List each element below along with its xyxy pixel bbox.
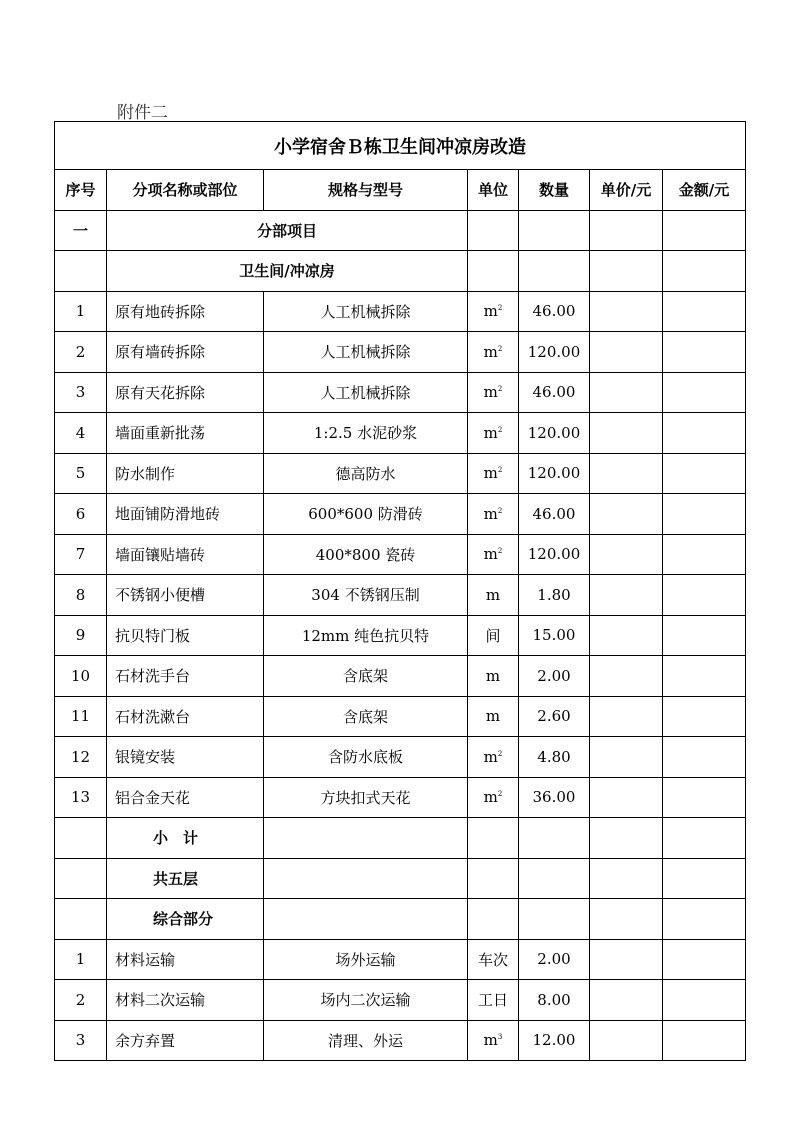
item-price: [590, 737, 663, 778]
unit-text: 工日: [477, 991, 508, 1010]
item-name: 地面铺防滑地砖: [107, 494, 264, 535]
unit-exponent: 2: [497, 506, 503, 515]
item-name: 材料运输: [107, 939, 264, 980]
subtotal-row: [55, 818, 746, 859]
item-price: [590, 332, 663, 373]
header-name: 分项名称或部位: [107, 170, 264, 211]
item-spec: 304 不锈钢压制: [264, 575, 468, 616]
item-no: 3: [55, 372, 107, 413]
item-price: [590, 413, 663, 454]
section2-label: 综合部分: [107, 899, 264, 940]
item-name: 墙面重新批荡: [107, 413, 264, 454]
item-no: 7: [55, 534, 107, 575]
item-qty: 1.80: [519, 575, 590, 616]
item-no: 4: [55, 413, 107, 454]
item-spec: 含底架: [264, 656, 468, 697]
item-price: [590, 534, 663, 575]
unit-text: m: [483, 504, 498, 523]
item-spec: 含防水底板: [264, 737, 468, 778]
item-unit: [468, 777, 519, 818]
item-no: 12: [55, 737, 107, 778]
item-spec: 12mm 纯色抗贝特: [264, 615, 468, 656]
title-row: [55, 122, 746, 170]
header-amount: 金额/元: [663, 170, 746, 211]
item-unit: [468, 453, 519, 494]
unit-exponent: 2: [497, 547, 503, 556]
item-qty: 36.00: [519, 777, 590, 818]
item-spec: 人工机械拆除: [264, 372, 468, 413]
item-spec: 400*800 瓷砖: [264, 534, 468, 575]
unit-text: m: [483, 383, 498, 402]
item-qty: 120.00: [519, 534, 590, 575]
header-spec: 规格与型号: [264, 170, 468, 211]
item-price: [590, 291, 663, 332]
item-no: 13: [55, 777, 107, 818]
item-name: 银镜安装: [107, 737, 264, 778]
header-row: [55, 170, 746, 211]
unit-exponent: 2: [497, 790, 503, 799]
unit-exponent: 2: [497, 385, 503, 394]
item-qty: 15.00: [519, 615, 590, 656]
item-no: 5: [55, 453, 107, 494]
item-qty: 120.00: [519, 453, 590, 494]
item-unit: [468, 737, 519, 778]
table-row: [55, 372, 746, 413]
unit-exponent: 2: [497, 425, 503, 434]
item-price: [590, 1020, 663, 1061]
item-amount: [663, 575, 746, 616]
item-spec: 人工机械拆除: [264, 332, 468, 373]
table-row: [55, 494, 746, 535]
item-price: [590, 575, 663, 616]
item-name: 原有墙砖拆除: [107, 332, 264, 373]
unit-text: m: [483, 464, 498, 483]
subsection-label: 卫生间/冲凉房: [107, 251, 468, 292]
item-name: 铝合金天花: [107, 777, 264, 818]
item-amount: [663, 737, 746, 778]
item-price: [590, 372, 663, 413]
table-row: [55, 1020, 746, 1061]
header-price: 单价/元: [590, 170, 663, 211]
item-qty: 120.00: [519, 332, 590, 373]
item-spec: 人工机械拆除: [264, 291, 468, 332]
unit-exponent: 2: [497, 749, 503, 758]
item-name: 防水制作: [107, 453, 264, 494]
item-spec: 600*600 防滑砖: [264, 494, 468, 535]
item-amount: [663, 980, 746, 1021]
item-amount: [663, 372, 746, 413]
item-amount: [663, 413, 746, 454]
item-amount: [663, 534, 746, 575]
item-price: [590, 615, 663, 656]
item-amount: [663, 696, 746, 737]
item-unit: [468, 939, 519, 980]
item-price: [590, 453, 663, 494]
item-price: [590, 980, 663, 1021]
item-amount: [663, 615, 746, 656]
unit-text: m: [483, 747, 498, 766]
subsection-row: [55, 251, 746, 292]
table-row: [55, 656, 746, 697]
unit-text: m: [483, 302, 498, 321]
unit-text: m: [485, 666, 501, 685]
item-no: 2: [55, 332, 107, 373]
unit-exponent: 2: [497, 304, 503, 313]
item-spec: 含底架: [264, 696, 468, 737]
unit-text: 车次: [477, 950, 508, 969]
item-unit: [468, 696, 519, 737]
floors-label: 共五层: [107, 858, 264, 899]
item-spec: 1:2.5 水泥砂浆: [264, 413, 468, 454]
unit-text: m: [483, 788, 498, 807]
item-unit: [468, 575, 519, 616]
table-row: [55, 575, 746, 616]
quotation-table: [54, 121, 746, 1061]
table-row: [55, 696, 746, 737]
item-no: 3: [55, 1020, 107, 1061]
item-no: 9: [55, 615, 107, 656]
unit-text: m: [483, 423, 498, 442]
table-row: [55, 453, 746, 494]
item-unit: [468, 656, 519, 697]
table-row: [55, 291, 746, 332]
header-no: 序号: [55, 170, 107, 211]
table-row: [55, 980, 746, 1021]
item-qty: 12.00: [519, 1020, 590, 1061]
item-unit: [468, 372, 519, 413]
subtotal-label: 小 计: [107, 818, 264, 859]
item-name: 抗贝特门板: [107, 615, 264, 656]
unit-text: m: [485, 707, 501, 726]
table-row: [55, 534, 746, 575]
item-name: 原有天花拆除: [107, 372, 264, 413]
item-qty: 2.60: [519, 696, 590, 737]
item-spec: 场内二次运输: [264, 980, 468, 1021]
section-label: 分部项目: [107, 210, 468, 251]
item-name: 石材洗漱台: [107, 696, 264, 737]
item-amount: [663, 777, 746, 818]
item-amount: [663, 291, 746, 332]
item-no: 10: [55, 656, 107, 697]
item-no: 2: [55, 980, 107, 1021]
item-name: 材料二次运输: [107, 980, 264, 1021]
item-price: [590, 939, 663, 980]
item-qty: 2.00: [519, 939, 590, 980]
item-spec: 清理、外运: [264, 1020, 468, 1061]
item-qty: 2.00: [519, 656, 590, 697]
item-name: 原有地砖拆除: [107, 291, 264, 332]
item-name: 石材洗手台: [107, 656, 264, 697]
table-row: [55, 332, 746, 373]
item-unit: [468, 615, 519, 656]
unit-exponent: 2: [497, 466, 503, 475]
unit-exponent: 2: [497, 344, 503, 353]
item-qty: 4.80: [519, 737, 590, 778]
item-unit: [468, 1020, 519, 1061]
item-qty: 46.00: [519, 494, 590, 535]
unit-text: m: [485, 585, 501, 604]
attachment-label: 附件二: [117, 103, 168, 123]
unit-text: m: [483, 545, 498, 564]
item-amount: [663, 939, 746, 980]
unit-text: m: [483, 1031, 498, 1050]
item-amount: [663, 494, 746, 535]
item-amount: [663, 332, 746, 373]
item-name: 不锈钢小便槽: [107, 575, 264, 616]
item-spec: 场外运输: [264, 939, 468, 980]
item-price: [590, 696, 663, 737]
item-amount: [663, 656, 746, 697]
item-unit: [468, 291, 519, 332]
item-no: 8: [55, 575, 107, 616]
item-no: 6: [55, 494, 107, 535]
item-qty: 120.00: [519, 413, 590, 454]
section-no: 一: [55, 210, 107, 251]
item-price: [590, 777, 663, 818]
item-qty: 46.00: [519, 291, 590, 332]
item-no: 1: [55, 291, 107, 332]
item-no: 1: [55, 939, 107, 980]
unit-exponent: 3: [497, 1033, 503, 1042]
item-name: 余方弃置: [107, 1020, 264, 1061]
item-spec: 方块扣式天花: [264, 777, 468, 818]
section2-row: [55, 899, 746, 940]
item-unit: [468, 494, 519, 535]
item-unit: [468, 534, 519, 575]
item-amount: [663, 453, 746, 494]
table-row: [55, 737, 746, 778]
unit-text: 间: [485, 626, 501, 645]
item-unit: [468, 413, 519, 454]
item-price: [590, 656, 663, 697]
header-unit: 单位: [468, 170, 519, 211]
table-row: [55, 777, 746, 818]
table-row: [55, 615, 746, 656]
item-unit: [468, 980, 519, 1021]
item-qty: 8.00: [519, 980, 590, 1021]
item-price: [590, 494, 663, 535]
table-row: [55, 939, 746, 980]
table-title: 小学宿舍Ｂ栋卫生间冲凉房改造: [55, 122, 746, 170]
item-qty: 46.00: [519, 372, 590, 413]
item-no: 11: [55, 696, 107, 737]
item-spec: 德高防水: [264, 453, 468, 494]
header-qty: 数量: [519, 170, 590, 211]
table-row: [55, 413, 746, 454]
floors-row: [55, 858, 746, 899]
unit-text: m: [483, 342, 498, 361]
section-row: [55, 210, 746, 251]
item-amount: [663, 1020, 746, 1061]
item-name: 墙面镶贴墙砖: [107, 534, 264, 575]
item-unit: [468, 332, 519, 373]
